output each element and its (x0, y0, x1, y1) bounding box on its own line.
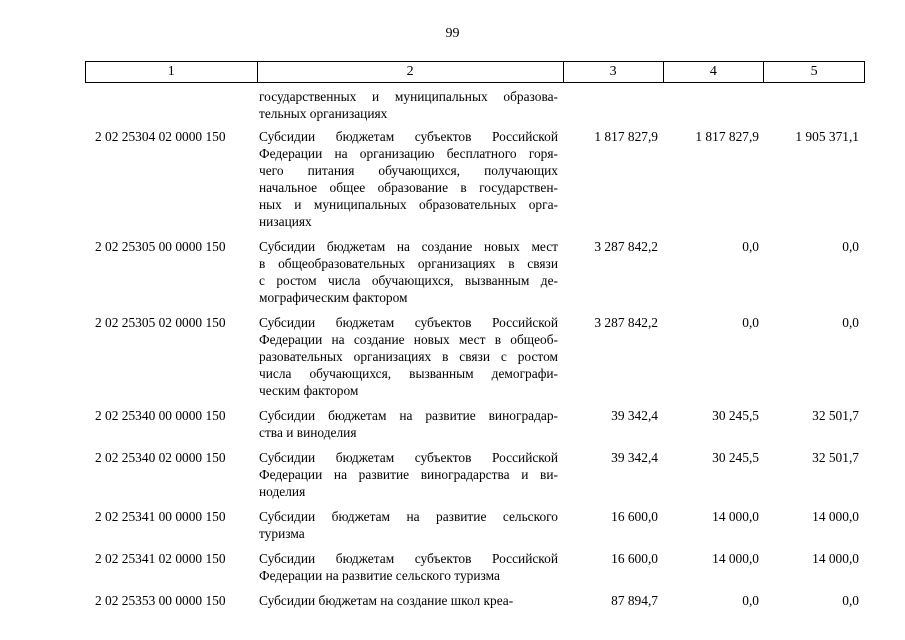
row-description (257, 407, 564, 441)
column-header-1: 1 (86, 62, 258, 82)
description-line: Субсидии бюджетам субъектов Российской (259, 129, 558, 144)
row-value-col5: 1 905 371,1 (795, 129, 859, 144)
row-code (85, 88, 257, 122)
row-value-col4: 0,0 (742, 315, 759, 330)
table-row (85, 550, 865, 584)
row-value-col4: 14 000,0 (712, 551, 759, 566)
row-code: 2 02 25341 02 0000 150 (95, 551, 226, 566)
page-number: 99 (445, 26, 460, 41)
table-row (85, 314, 865, 399)
description-line: ческим фактором (259, 383, 359, 398)
row-code: 2 02 25305 02 0000 150 (95, 315, 226, 330)
description-line: государственных и муниципальных образова- (259, 89, 558, 104)
table-row (85, 88, 865, 122)
description-line: ноделия (259, 484, 306, 499)
table-row (85, 508, 865, 542)
description-line: мографическим фактором (259, 290, 408, 305)
row-description (257, 88, 564, 122)
description-line: с ростом числа обучающихся, вызванным де- (259, 273, 558, 288)
row-value-col3: 3 287 842,2 (594, 315, 658, 330)
row-value-col3: 3 287 842,2 (594, 239, 658, 254)
row-description (257, 128, 564, 230)
row-value-col4: 0,0 (742, 593, 759, 608)
row-value-col5: 0,0 (842, 315, 859, 330)
description-line: ства и виноделия (259, 425, 357, 440)
row-value-col5: 14 000,0 (812, 551, 859, 566)
description-line: туризма (259, 526, 305, 541)
description-line: ных и муниципальных образовательных орга- (259, 197, 558, 212)
row-value-col4: 30 245,5 (712, 450, 759, 465)
row-code: 2 02 25305 00 0000 150 (95, 239, 226, 254)
row-value-col4: 1 817 827,9 (695, 129, 759, 144)
description-line: Субсидии бюджетам на развитие сельского (259, 509, 558, 524)
column-header-2: 2 (258, 62, 564, 82)
row-code: 2 02 25340 02 0000 150 (95, 450, 226, 465)
row-value-col3: 16 600,0 (611, 509, 658, 524)
row-value-col5: 32 501,7 (812, 408, 859, 423)
column-header-5: 5 (810, 64, 818, 79)
description-line: начальное общее образование в государствен- (259, 180, 558, 195)
description-line: Федерации на создание новых мест в общеоб- (259, 332, 558, 347)
description-line: Субсидии бюджетам на создание новых мест (259, 239, 558, 254)
table-row (85, 238, 865, 306)
table-row (85, 128, 865, 230)
description-line: низациях (259, 214, 312, 229)
row-value-col4 (664, 88, 765, 122)
row-value-col4: 14 000,0 (712, 509, 759, 524)
description-line: Субсидии бюджетам субъектов Российской (259, 315, 558, 330)
column-header-3: 3 (564, 62, 664, 82)
row-code: 2 02 25341 00 0000 150 (95, 509, 226, 524)
description-line: Федерации на развитие виноградарства и ви- (259, 467, 558, 482)
description-line: в общеобразовательных организациях в связи (259, 256, 558, 271)
description-line: Субсидии бюджетам субъектов Российской (259, 450, 558, 465)
description-line: Субсидии бюджетам субъектов Российской (259, 551, 558, 566)
row-value-col5: 0,0 (842, 593, 859, 608)
column-header-4: 4 (664, 62, 765, 82)
table-row (85, 449, 865, 500)
row-value-col4: 0,0 (742, 239, 759, 254)
row-code: 2 02 25353 00 0000 150 (95, 593, 226, 608)
table-header (85, 61, 865, 83)
row-code: 2 02 25340 00 0000 150 (95, 408, 226, 423)
table-body (85, 88, 865, 617)
row-value-col3: 87 894,7 (611, 593, 658, 608)
row-description (257, 592, 564, 609)
table-row (85, 407, 865, 441)
description-line: Федерации на организацию бесплатного горя- (259, 146, 558, 161)
row-value-col3 (564, 88, 664, 122)
description-line: Федерации на развитие сельского туризма (259, 568, 500, 583)
row-value-col4: 30 245,5 (712, 408, 759, 423)
row-value-col5: 32 501,7 (812, 450, 859, 465)
row-description (257, 314, 564, 399)
row-value-col5 (765, 88, 865, 122)
table-row (85, 592, 865, 609)
description-line: Субсидии бюджетам на развитие виноградар- (259, 408, 558, 423)
row-value-col3: 39 342,4 (611, 408, 658, 423)
row-value-col5: 14 000,0 (812, 509, 859, 524)
row-value-col5: 0,0 (842, 239, 859, 254)
description-line: числа обучающихся, вызванным демографи- (259, 366, 558, 381)
description-line: разовательных организациях в связи с ростом (259, 349, 558, 364)
row-description (257, 238, 564, 306)
description-line: чего питания обучающихся, получающих (259, 163, 558, 178)
row-value-col3: 16 600,0 (611, 551, 658, 566)
row-description (257, 550, 564, 584)
row-description (257, 449, 564, 500)
row-description (257, 508, 564, 542)
row-code: 2 02 25304 02 0000 150 (95, 129, 226, 144)
description-line: Субсидии бюджетам на создание школ креа- (259, 593, 514, 608)
row-value-col3: 39 342,4 (611, 450, 658, 465)
row-value-col3: 1 817 827,9 (594, 129, 658, 144)
description-line: тельных организациях (259, 106, 388, 121)
